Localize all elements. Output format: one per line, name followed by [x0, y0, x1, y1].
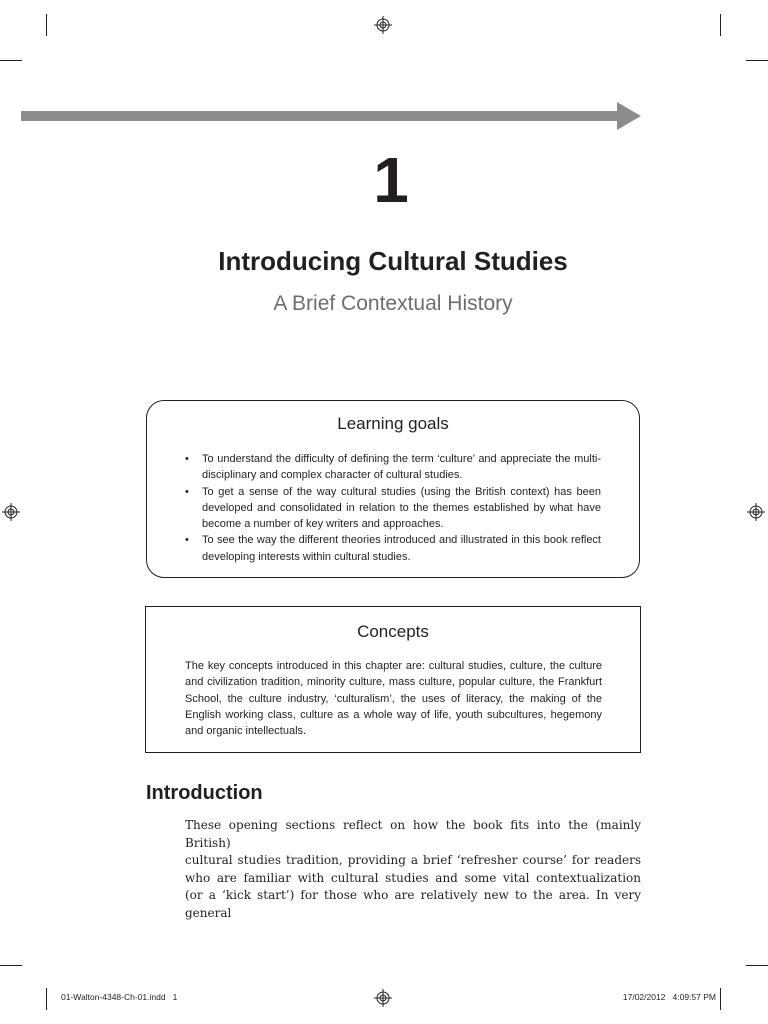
- crop-mark-bottom-left: [46, 988, 47, 1010]
- list-item: • To see the way the different theories introduced and illustrated in this book reflect developing interests within cultural studies.: [185, 532, 601, 565]
- paragraph-line: These opening sections reflect on how the book fits into the (mainly British): [185, 818, 641, 850]
- list-item: • To get a sense of the way cultural studies (using the British context) has been developed and consolidated in relation to the themes established by what have become a number of key writers and approaches.: [185, 484, 601, 533]
- learning-goals-list: [185, 451, 601, 565]
- registration-mark-icon: [747, 503, 765, 521]
- concepts-heading: Concepts: [357, 622, 429, 641]
- concepts-box: [145, 606, 641, 753]
- footer-timestamp: 17/02/2012 4:09:57 PM: [622, 992, 716, 1002]
- registration-mark-icon: [374, 989, 392, 1007]
- crop-mark-right-top: [746, 60, 768, 61]
- introduction-heading: Introduction: [146, 782, 263, 804]
- chapter-number: 1: [373, 144, 409, 216]
- paragraph-line: cultural studies tradition, providing a brief ‘refresher course’ for readers: [185, 853, 641, 867]
- concepts-text: The key concepts introduced in this chapter are: cultural studies, culture, the culture and civilization tradition, minority culture, mass culture, popular culture, the Frankfurt School, the culture industry, ‘culturalism’, the uses of literacy, the making of the English working class, culture as a whole way of life, youth subcultures, hegemony and organic intellectuals.: [185, 660, 602, 738]
- learning-goals-box: [146, 400, 640, 578]
- learning-goals-heading: Learning goals: [337, 414, 449, 433]
- chapter-arrow-line: [21, 111, 619, 121]
- chapter-title: Introducing Cultural Studies: [218, 246, 568, 276]
- crop-mark-bottom-right: [720, 988, 721, 1010]
- crop-mark-left-bottom: [0, 965, 22, 966]
- crop-mark-left-top: [0, 60, 22, 61]
- list-item: • To understand the difficulty of defining the term ‘culture’ and appreciate the multi-disciplinary and complex character of cultural studies.: [185, 451, 601, 484]
- registration-mark-icon: [374, 16, 392, 34]
- chapter-subtitle: A Brief Contextual History: [273, 292, 513, 315]
- paragraph-line: (or a ‘kick start’) for those who are relatively new to the area. In very general: [185, 888, 641, 920]
- registration-mark-icon: [2, 503, 20, 521]
- introduction-paragraph: [185, 817, 641, 922]
- crop-mark-top-right: [720, 14, 721, 36]
- crop-mark-top-left: [46, 14, 47, 36]
- footer-file-name: 01-Walton-4348-Ch-01.indd 1: [61, 992, 178, 1002]
- paragraph-line: who are familiar with cultural studies and some vital contextualization: [185, 870, 641, 885]
- crop-mark-right-bottom: [746, 965, 768, 966]
- chapter-arrow-head-icon: [617, 102, 641, 130]
